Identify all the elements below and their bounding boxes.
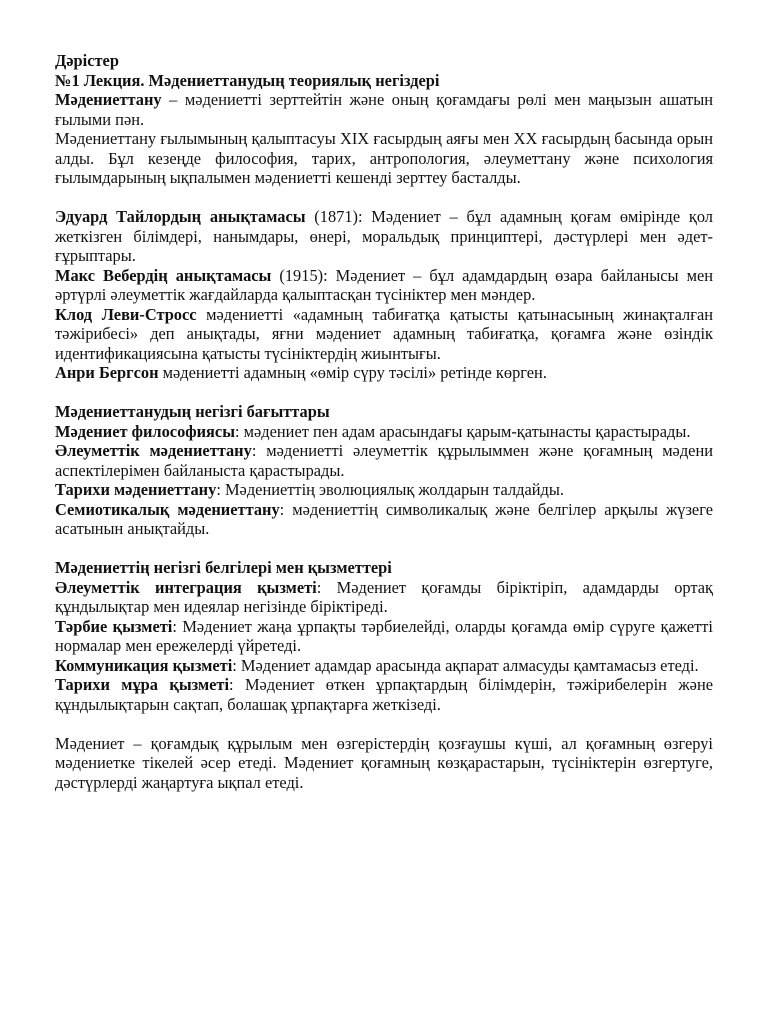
intro-definition [55, 90, 713, 129]
function-item [55, 656, 713, 676]
function-item [55, 617, 713, 656]
document-page [55, 51, 713, 792]
paragraph-gap [55, 539, 713, 559]
directions-heading: Мәдениеттанудың негізгі бағыттары [55, 402, 330, 421]
function-text: : Мәдениет адамдар арасында ақпарат алмасуды қамтамасыз етеді. [232, 655, 699, 675]
direction-text: : мәдениет пен адам арасындағы қарым-қатынасты қарастырады. [235, 421, 691, 441]
definition-name: Анри Бергсон [55, 363, 159, 382]
paragraph-gap [55, 714, 713, 734]
conclusion-paragraph: Мәдениет – қоғамдық құрылым мен өзгерістердің қозғаушы күші, ал қоғамның өзгеруі мәдениетке тікелей әсер етеді. Мәдениет қоғамның көзқарастарын, түсініктерін өзгертуге, дәстүрлерді жаңартуға ықпал етеді. [55, 733, 713, 792]
direction-item [55, 422, 713, 442]
direction-item [55, 500, 713, 539]
direction-text: : Мәдениеттің эволюциялық жолдарын талдайды. [216, 480, 564, 499]
lecture-heading: №1 Лекция. Мәдениеттанудың теориялық негіздері [55, 70, 440, 90]
direction-name: Семиотикалық мәдениеттану [55, 499, 280, 519]
definition-bergson [55, 363, 713, 383]
intro-term: Мәдениеттану [55, 90, 162, 109]
definition-text: мәдениетті адамның «өмір сүру тәсілі» ретінде көрген. [158, 363, 547, 382]
direction-item [55, 480, 713, 500]
function-text: : Мәдениет қоғамды біріктіріп, адамдарды ортақ құндылықтар мен идеялар негізінде біріктіреді. [55, 577, 714, 616]
function-text: : Мәдениет жаңа ұрпақты тәрбиелейді, оларды қоғамда өмір сүруге қажетті нормалар мен ережелерді үйретеді. [55, 616, 713, 655]
definition-text: (1871): Мәдениет – бұл адамның қоғам өмірінде қол жеткізген білімдері, нанымдары, өнері, моральдық принциптері, дәстүрлері мен әдет-ғұрыптары. [55, 207, 713, 265]
direction-name: Мәдениет философиясы [55, 421, 235, 441]
definition-tylor [55, 207, 713, 266]
function-item [55, 675, 713, 714]
paragraph-gap [55, 188, 713, 208]
definition-text: (1915): Мәдениет – бұл адамдардың өзара байланысы мен әртүрлі әлеуметтік жағдайларда қалыптасқан түсініктер мен мәндер. [55, 265, 713, 304]
function-name: Тарихи мұра қызметі [55, 675, 230, 694]
function-name: Әлеуметтік интеграция қызметі [55, 577, 317, 597]
function-item [55, 578, 713, 617]
direction-name: Әлеуметтік мәдениеттану [55, 441, 252, 460]
direction-text: : мәдениеттің символикалық және белгілер арқылы жүзеге асатынын анықтайды. [55, 499, 713, 538]
intro-definition-text: – мәдениетті зерттейтін және оның қоғамдағы рөлі мен маңызын ашатын ғылыми пән. [55, 90, 713, 129]
direction-item [55, 441, 713, 480]
definition-weber [55, 266, 713, 305]
definition-text: мәдениетті «адамның табиғатқа қатысты қатынасының жинақталған тәжірибесі» деп анықтады, яғни мәдениет адамның табиғатқа, қоғамға және өзіндік идентификациясына қатысты түсініктердің жиынтығы. [55, 304, 713, 363]
direction-text: : мәдениетті әлеуметтік құрылыммен және қоғамның мәдени аспектілерімен байланыста қарастырады. [55, 441, 713, 480]
function-name: Коммуникация қызметі [55, 655, 233, 675]
function-name: Тәрбие қызметі [55, 616, 173, 636]
function-text: : Мәдениет өткен ұрпақтардың білімдерін, тәжірибелерін және құндылықтарын сақтап, болашақ ұрпақтарға жеткізеді. [55, 675, 713, 714]
definition-name: Эдуард Тайлордың анықтамасы [55, 207, 306, 226]
definition-name: Клод Леви-Стросс [55, 304, 197, 324]
definition-levi-strauss [55, 305, 713, 364]
direction-name: Тарихи мәдениеттану [55, 480, 217, 499]
document-title: Дәрістер [55, 51, 119, 70]
paragraph-gap [55, 383, 713, 403]
intro-history: Мәдениеттану ғылымының қалыптасуы XIX ғасырдың аяғы мен XX ғасырдың басында орын алды. Бұл кезеңде философия, тарих, антропология, әлеуметтану және психология ғылымдарының ықпалымен мәдениетті кешенді зерттеу басталды. [55, 129, 713, 187]
definition-name: Макс Вебердің анықтамасы [55, 265, 272, 285]
functions-heading: Мәдениеттің негізгі белгілері мен қызметтері [55, 558, 392, 577]
